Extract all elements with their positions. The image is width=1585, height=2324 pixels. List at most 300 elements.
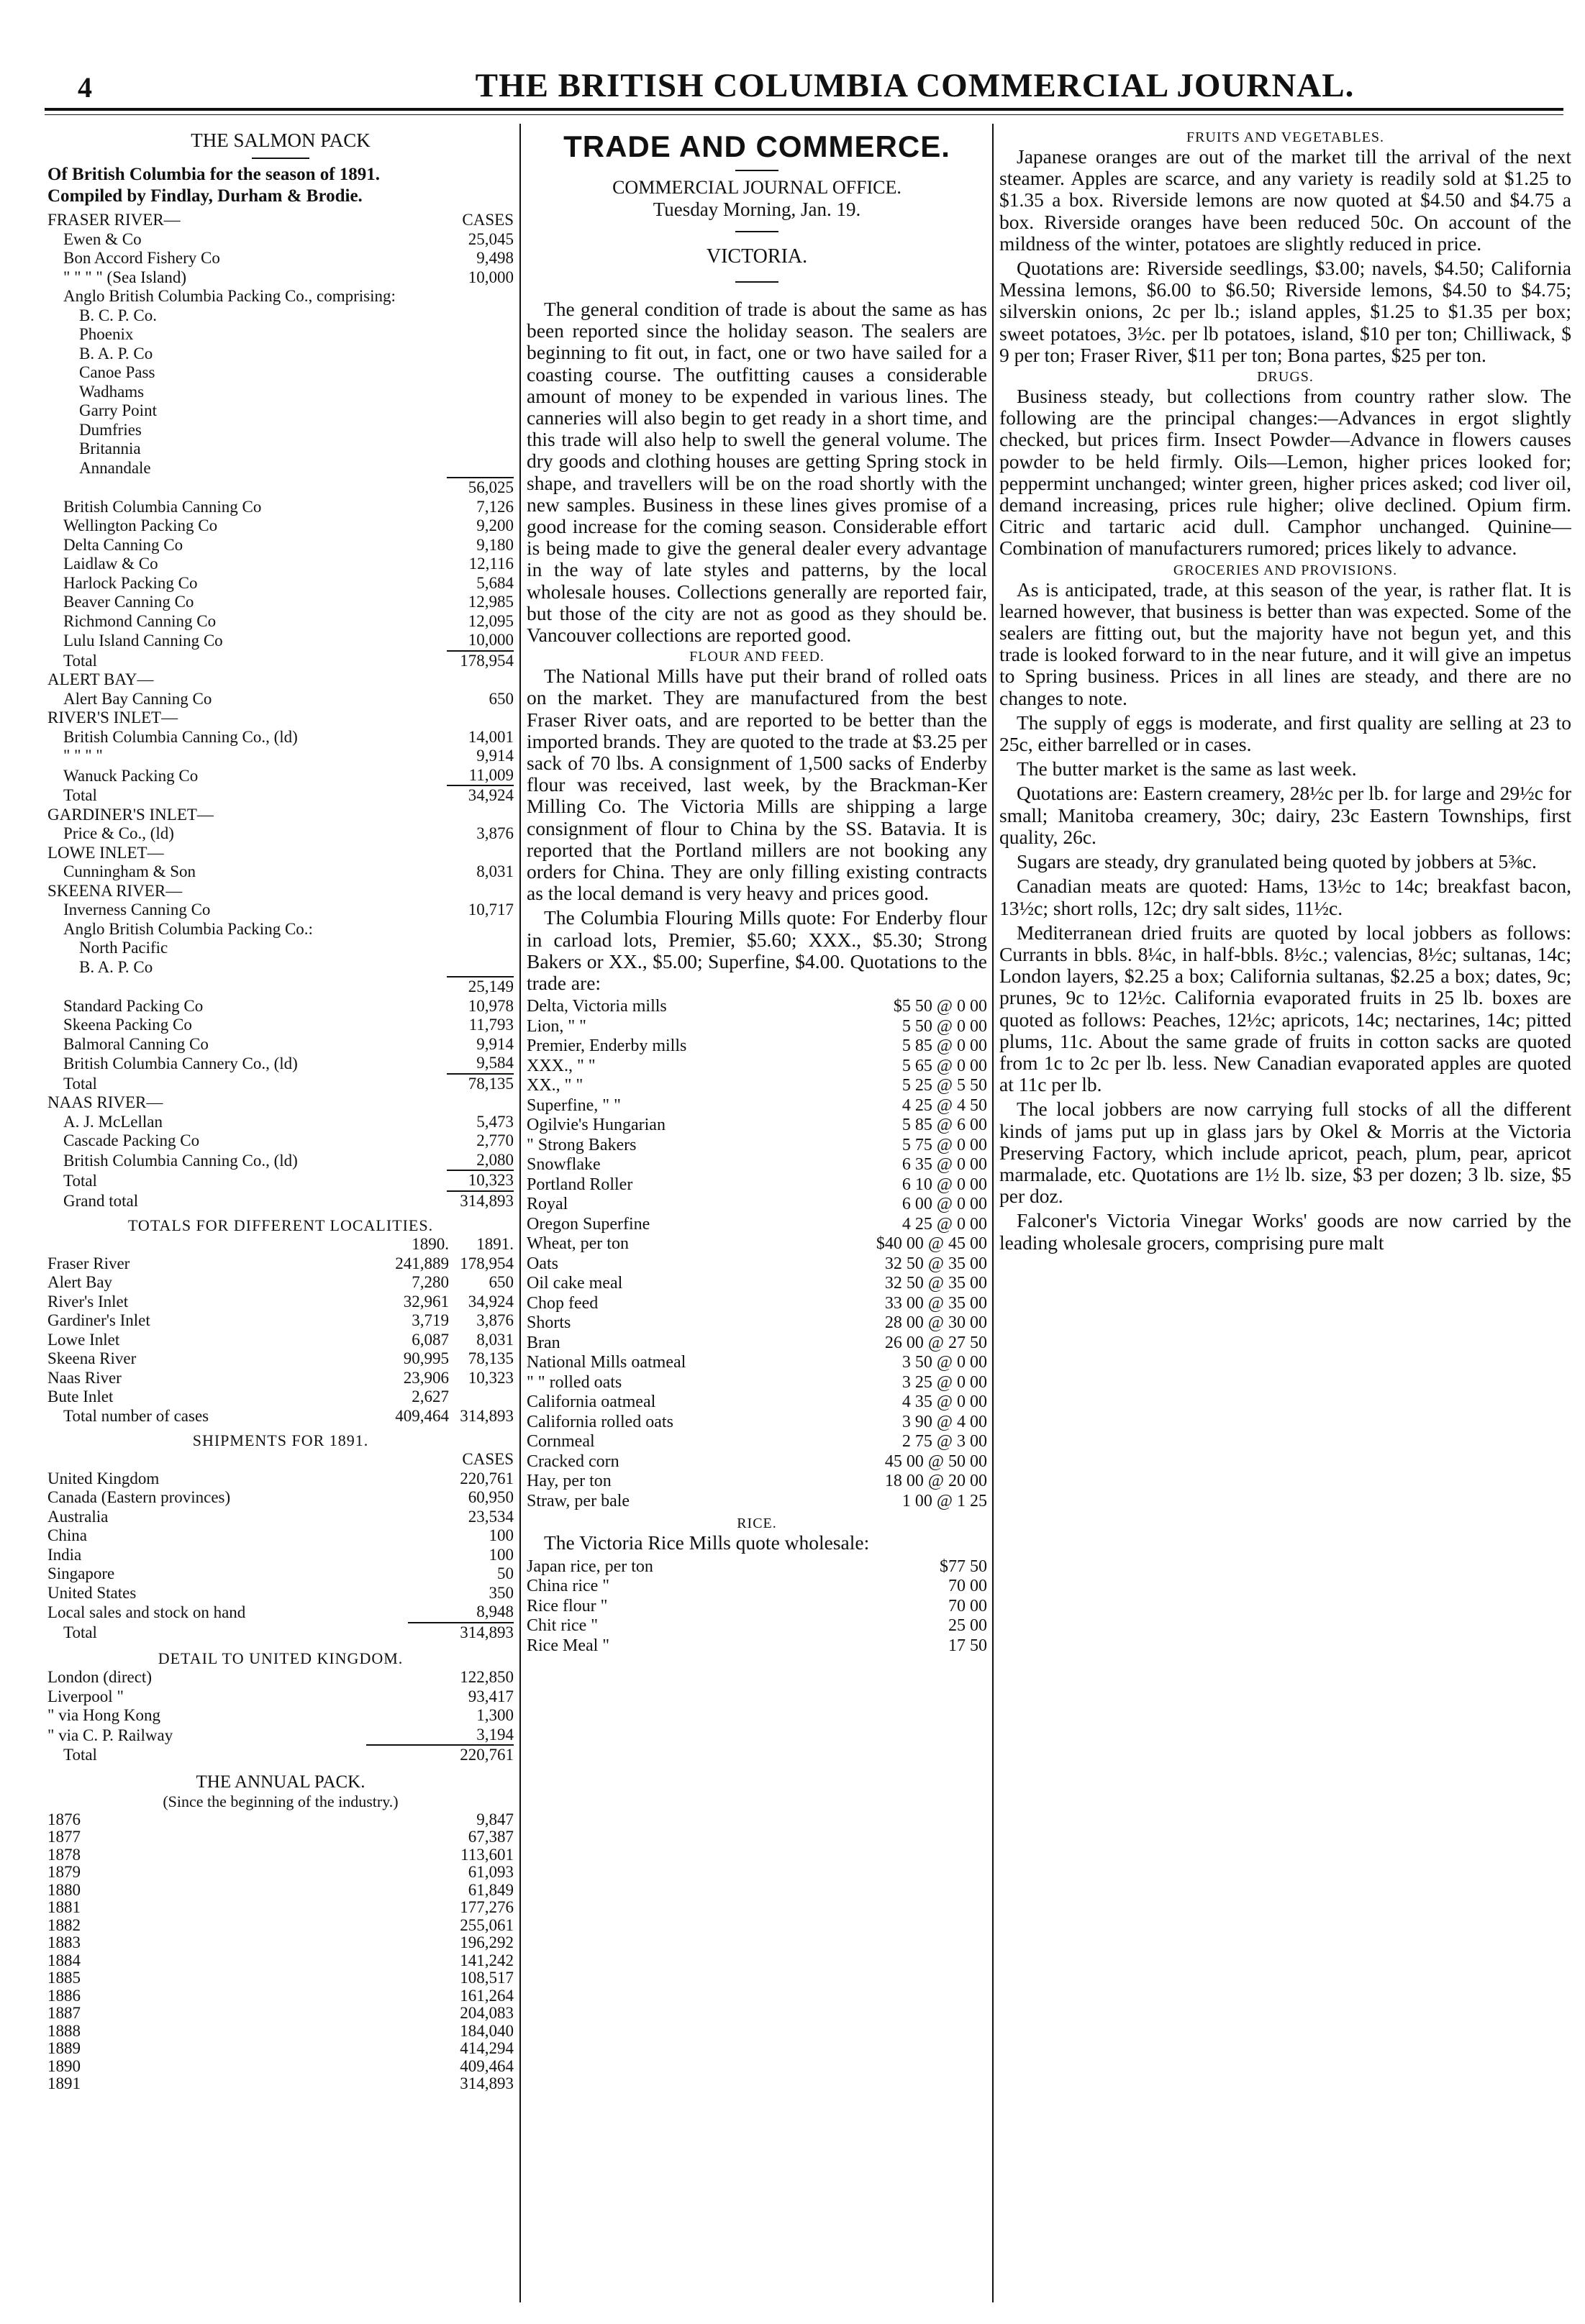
paragraph: Japanese oranges are out of the market till the arrival of the next steamer. Apples are scarce, and any variety is readily sold at $1.25 to $1.35 a box. Riverside lemons are now quoted at $4.50 and $4.75 a box. Riverside oranges have been reduced 50c. On account of the mildness of the winter, potatoes are slightly reduced in price. <box>999 145 1571 255</box>
price-value: 4 25 @ 4 50 <box>902 1095 987 1115</box>
table-row <box>47 1987 514 2005</box>
row-value <box>447 806 514 825</box>
table-row <box>47 306 514 326</box>
row-value <box>447 939 514 958</box>
salmon-table <box>47 211 514 1211</box>
row-label: River's Inlet <box>47 1292 129 1311</box>
table-row <box>47 287 514 306</box>
table-row <box>47 1934 514 1952</box>
row-value: 1890. <box>412 1235 449 1253</box>
paragraph: The Columbia Flouring Mills quote: For Enderby flour in carload lots, Premier, $5.60; XXX., $5.30; Strong Bakers or XX., $5.00; Superfine, $4.00. Quotations to the trade are: <box>527 906 987 995</box>
localities-heading: TOTALS FOR DIFFERENT LOCALITIES. <box>127 1216 434 1234</box>
price-value: 4 35 @ 0 00 <box>902 1393 987 1412</box>
price-row <box>527 1036 987 1057</box>
row-value: 3,194 <box>476 1725 514 1744</box>
row-value: 184,040 <box>460 2021 514 2040</box>
table-row <box>47 1035 514 1054</box>
row-value: 8,031 <box>476 862 514 880</box>
price-value: $5 50 @ 0 00 <box>893 997 987 1016</box>
price-item: Premier, Enderby mills <box>527 1036 687 1056</box>
row-value: 220,761 <box>366 1745 514 1765</box>
row-value: 10,717 <box>468 901 514 919</box>
price-value: 25 00 <box>948 1616 987 1635</box>
table-row <box>47 1293 514 1312</box>
price-row <box>527 1432 987 1452</box>
row-value: 61,849 <box>468 1880 514 1899</box>
row-value: 23,534 <box>468 1507 514 1526</box>
subsection-heading: DRUGS. <box>1257 369 1314 386</box>
row-value: 100 <box>489 1545 514 1564</box>
row-value: 25,149 <box>447 977 514 997</box>
row-value <box>447 670 514 690</box>
row-value: 10,000 <box>468 631 514 649</box>
row-label: Grand total <box>63 1191 139 1210</box>
table-row <box>47 824 514 844</box>
row-value <box>447 363 514 383</box>
divider <box>735 281 778 283</box>
page-number: 4 <box>78 71 92 104</box>
paragraph: Falconer's Victoria Vinegar Works' goods are now carried by the leading wholesale grocers, comprising pure malt <box>999 1209 1571 1254</box>
row-value: 12,116 <box>468 555 514 573</box>
row-value: 10,323 <box>447 1170 514 1191</box>
row-label: Bute Inlet <box>47 1387 114 1405</box>
row-value: 204,083 <box>460 2004 514 2022</box>
page-header <box>0 0 1585 108</box>
price-item: China rice " <box>527 1577 610 1595</box>
table-row <box>47 1917 514 1935</box>
price-value: 5 85 @ 6 00 <box>902 1116 987 1135</box>
paragraph: Quotations are: Riverside seedlings, $3.00; navels, $4.50; California Messina lemons, $6.00 to $6.50; Riverside lemons, $4.50 to $4.75; silverskin onions, 2c per lb.; island apples, $1.25 to $1.35 per box; sweet potatoes, 3½c. per lb potatoes, island, $10 per ton; Chilliwack, $ 9 per ton; Fraser River, $11 per ton; Bona partes, $25 per ton. <box>999 257 1571 366</box>
paragraph: Mediterranean dried fruits are quoted by local jobbers as follows: Currants in bbls. 8¼c, in half-bbls. 8½c.; valencias, 8½c; sultanas, 14c; London layers, $2.25 a box; California sultanas, $2.25 a box; dates, 9c; prunes, 9c to 12½c. California evaporated fruits in 25 lb. boxes are quoted as follows: Peaches, 12½c; apricots, 14c; nectarines, 14c; pitted plums, 11c. About the same grade of fruits in cotton sacks are quoted from 1c to 2c per lb. less. New Canadian evaporated apples are quoted at 11c per lb. <box>999 921 1571 1096</box>
row-label: 1890 <box>47 2056 81 2075</box>
column-markets <box>999 129 1571 2302</box>
row-value: 10,978 <box>468 996 514 1015</box>
row-label <box>47 1450 408 1469</box>
column-rule <box>992 124 994 2302</box>
price-row <box>527 1492 987 1512</box>
row-label: Anglo British Columbia Packing Co., comprising: <box>63 287 396 305</box>
table-row <box>47 1846 514 1864</box>
row-label: British Columbia Canning Co., (ld) <box>63 1151 298 1170</box>
region-heading <box>47 670 514 690</box>
dateline: Tuesday Morning, Jan. 19. <box>653 199 861 220</box>
rice-price-table <box>527 1557 987 1657</box>
table-row <box>47 785 514 806</box>
row-value: 650 <box>489 1273 514 1291</box>
price-row <box>527 1577 987 1597</box>
price-value: 26 00 @ 27 50 <box>884 1333 987 1352</box>
price-value: 33 00 @ 35 00 <box>884 1293 987 1313</box>
row-label: Lulu Island Canning Co <box>63 632 223 650</box>
region-heading <box>47 708 514 728</box>
row-label: Britannia <box>79 439 141 457</box>
price-item: Wheat, per ton <box>527 1234 629 1254</box>
price-row <box>527 1076 987 1096</box>
row-value: 7,126 <box>476 497 514 516</box>
row-value: 196,292 <box>460 1933 514 1951</box>
price-item: Chop feed <box>527 1293 599 1313</box>
row-label: Total <box>63 1623 97 1641</box>
shipments-table <box>47 1450 514 1642</box>
table-row <box>47 1828 514 1846</box>
table-row <box>47 1969 514 1987</box>
divider <box>252 158 309 159</box>
row-label: " " " " (Sea Island) <box>63 268 187 286</box>
price-value: 45 00 @ 50 00 <box>884 1452 987 1471</box>
row-label: Cunningham & Son <box>63 862 196 880</box>
table-row <box>47 1387 514 1407</box>
row-value <box>447 882 514 901</box>
price-row <box>527 997 987 1017</box>
row-label: Garry Point <box>79 401 157 419</box>
price-item: Lion, " " <box>527 1016 586 1036</box>
table-row <box>47 555 514 574</box>
row-value: 61,093 <box>468 1863 514 1881</box>
table-row <box>47 901 514 920</box>
price-value: 6 35 @ 0 00 <box>902 1155 987 1175</box>
price-item: Oil cake meal <box>527 1274 623 1293</box>
paragraph: Canadian meats are quoted: Hams, 13½c to 14c; breakfast bacon, 13½c; short rolls, 12c; dry salt sides, 11½c. <box>999 875 1571 919</box>
divider <box>735 231 778 232</box>
table-row <box>47 345 514 364</box>
row-value <box>447 459 514 478</box>
price-row <box>527 1175 987 1195</box>
table-row <box>47 1882 514 1900</box>
paragraph: The National Mills have put their brand of rolled oats on the market. They are manufactured from the best Fraser River oats, and are reported to be better than the imported brands. They are quoted to the trade at $3.25 per sack of 70 lbs. A consignment of 1,500 sacks of Enderby flour was received, last week, by the Brackman-Ker Milling Co. The Victoria Mills are shipping a large consignment of flour to China by the SS. Batavia. It is reported that the Portland millers are not booking any orders for China. They are only filling existing contracts as the local demand is very heavy and prices good. <box>527 665 987 905</box>
row-label: Wadhams <box>79 382 145 401</box>
row-label: Standard Packing Co <box>63 996 204 1015</box>
subsection-heading: RICE. <box>737 1516 777 1532</box>
masthead-title: THE BRITISH COLUMBIA COMMERCIAL JOURNAL. <box>475 67 1355 104</box>
price-value: 18 00 @ 20 00 <box>884 1472 987 1491</box>
price-row <box>527 1353 987 1373</box>
table-row <box>47 1131 514 1151</box>
table-row <box>47 1273 514 1293</box>
row-value: 6,087 <box>412 1330 449 1349</box>
price-item: Japan rice, per ton <box>527 1557 653 1576</box>
table-row <box>47 920 514 939</box>
section-title: THE SALMON PACK <box>191 129 371 151</box>
column-trade-commerce <box>527 129 987 2302</box>
row-label: Total <box>63 1746 97 1764</box>
row-label: North Pacific <box>79 939 168 957</box>
year-header-row <box>47 1235 514 1254</box>
subsection-heading: GROCERIES AND PROVISIONS. <box>1173 562 1398 578</box>
paragraph: The local jobbers are now carrying full stocks of all the different kinds of jams put up in glass jars by Okel & Morris at the Victoria Preserving Factory, which include apricot, peach, plum, pear, apricot marmalade, etc. Quotations are 1½ lb. size, $3 per dozen; 3 lb. size, $5 per doz. <box>999 1098 1571 1208</box>
row-label: Balmoral Canning Co <box>63 1034 209 1053</box>
table-row <box>47 939 514 958</box>
table-row <box>47 516 514 536</box>
row-value: 177,276 <box>460 1898 514 1916</box>
price-value: 70 00 <box>948 1577 987 1595</box>
subtitle: Compiled by Findlay, Durham & Brodie. <box>47 186 363 206</box>
price-item: Delta, Victoria mills <box>527 997 667 1016</box>
row-value: CASES <box>462 1450 514 1468</box>
table-row <box>47 383 514 402</box>
table-row <box>47 612 514 632</box>
row-label: " " " " <box>63 747 103 765</box>
row-value: 241,889 <box>395 1254 449 1272</box>
row-value: 78,135 <box>468 1349 514 1367</box>
price-row <box>527 1136 987 1156</box>
row-label: Local sales and stock on hand <box>47 1603 246 1621</box>
table-row <box>47 1488 514 1508</box>
row-value <box>447 421 514 440</box>
row-value: 9,584 <box>476 1054 514 1072</box>
row-value <box>447 345 514 364</box>
row-label: Ewen & Co <box>63 229 142 248</box>
table-row <box>47 1508 514 1527</box>
price-item: Snowflake <box>527 1155 601 1175</box>
table-row <box>47 958 514 978</box>
row-label: Australia <box>47 1507 109 1526</box>
table-row <box>47 439 514 459</box>
price-row <box>527 1373 987 1393</box>
row-value: 9,180 <box>476 535 514 554</box>
price-item: Hay, per ton <box>527 1472 612 1491</box>
table-row <box>47 690 514 709</box>
section-title: TRADE AND COMMERCE. <box>563 129 950 163</box>
row-label: RIVER'S INLET— <box>47 708 178 726</box>
price-value: 32 50 @ 35 00 <box>884 1254 987 1273</box>
table-row <box>47 1668 514 1687</box>
row-value: 414,294 <box>460 2039 514 2057</box>
table-row <box>47 1151 514 1171</box>
row-label: 1889 <box>47 2039 81 2057</box>
table-row <box>47 747 514 766</box>
row-label: Richmond Canning Co <box>63 611 217 630</box>
row-value <box>447 844 514 863</box>
row-value <box>447 401 514 421</box>
row-value: 178,954 <box>460 1254 514 1272</box>
price-item: National Mills oatmeal <box>527 1353 686 1372</box>
price-item: Chit rice " <box>527 1616 599 1635</box>
row-label: Singapore <box>47 1564 115 1582</box>
row-label: Gardiner's Inlet <box>47 1311 150 1329</box>
paragraph: The supply of eggs is moderate, and first quality are selling at 23 to 25c, either barrelled or in cases. <box>999 711 1571 756</box>
price-item: Cornmeal <box>527 1432 595 1452</box>
row-value: 5,473 <box>476 1112 514 1131</box>
row-value: 314,893 <box>460 2074 514 2092</box>
row-label: Total <box>63 1172 97 1190</box>
paragraph: As is anticipated, trade, at this season of the year, is rather flat. It is learned however, that business is better than was expected. Some of the sealers are fitting out, but the majority have not begun yet, and this trade is looked forward to in the near future, and it will give an impetus to Spring business. Prices in all lines are steady, and there are no changes to note. <box>999 578 1571 709</box>
row-value <box>447 439 514 459</box>
region-heading <box>47 844 514 863</box>
flour-price-table <box>527 997 987 1511</box>
row-value: 9,847 <box>476 1810 514 1828</box>
row-label: 1883 <box>47 1933 81 1951</box>
table-row <box>47 1584 514 1603</box>
price-row <box>527 1597 987 1617</box>
row-value: 255,061 <box>460 1915 514 1934</box>
table-row <box>47 1864 514 1882</box>
price-row <box>527 1413 987 1433</box>
row-label: Harlock Packing Co <box>63 573 198 592</box>
row-label: Annandale <box>79 458 151 477</box>
row-label: London (direct) <box>47 1668 152 1686</box>
table-row <box>47 1016 514 1035</box>
price-value: 5 25 @ 5 50 <box>902 1076 987 1095</box>
table-row <box>47 230 514 250</box>
table-row <box>47 1603 514 1623</box>
price-item: Portland Roller <box>527 1175 633 1194</box>
price-item: Cracked corn <box>527 1452 619 1471</box>
row-label: LOWE INLET— <box>47 843 164 862</box>
price-row <box>527 1215 987 1235</box>
row-label: 1888 <box>47 2021 81 2040</box>
price-item: Rice flour " <box>527 1596 608 1616</box>
row-label: 1878 <box>47 1845 81 1864</box>
table-row <box>47 1745 514 1765</box>
table-row <box>47 728 514 747</box>
table-row <box>47 1706 514 1726</box>
row-value: 108,517 <box>460 1969 514 1987</box>
subtitle: Of British Columbia for the season of 1891. <box>47 165 381 184</box>
annual-heading: THE ANNUAL PACK. <box>196 1772 365 1792</box>
row-value: 12,985 <box>468 593 514 611</box>
row-value: 10,323 <box>468 1368 514 1387</box>
table-row <box>47 1687 514 1707</box>
price-row <box>527 1557 987 1577</box>
paragraph: The Victoria Rice Mills quote wholesale: <box>544 1531 870 1554</box>
table-row <box>47 1564 514 1584</box>
localities-table <box>47 1235 514 1426</box>
table-row <box>47 997 514 1016</box>
grand-total-row <box>47 1191 514 1211</box>
row-value: 93,417 <box>468 1687 514 1705</box>
detail-heading: DETAIL TO UNITED KINGDOM. <box>158 1649 404 1667</box>
region-heading <box>47 211 514 230</box>
table-row <box>47 651 514 671</box>
row-value: 100 <box>489 1526 514 1544</box>
price-row <box>527 1155 987 1175</box>
row-value: 25,045 <box>468 229 514 248</box>
row-label: Alert Bay <box>47 1273 113 1291</box>
row-label: Lowe Inlet <box>47 1330 120 1349</box>
price-item: Superfine, " " <box>527 1095 621 1115</box>
price-row <box>527 1452 987 1472</box>
row-value: 113,601 <box>460 1845 514 1864</box>
table-row <box>47 1369 514 1388</box>
row-label: 1882 <box>47 1915 81 1934</box>
row-value: 314,893 <box>408 1623 514 1643</box>
row-label: Wellington Packing Co <box>63 516 218 534</box>
column-rule <box>519 124 521 2302</box>
row-label: British Columbia Cannery Co., (ld) <box>63 1054 298 1072</box>
row-label: 1887 <box>47 2004 81 2022</box>
table-row <box>47 1113 514 1132</box>
table-row <box>47 977 514 997</box>
city-heading: VICTORIA. <box>706 245 808 268</box>
row-label: British Columbia Canning Co., (ld) <box>63 727 298 746</box>
row-value: 11,793 <box>468 1016 514 1034</box>
row-value: 409,464 <box>460 2056 514 2075</box>
row-label: Laidlaw & Co <box>63 555 158 573</box>
row-label: Total <box>63 1074 97 1093</box>
header-rule <box>45 108 1563 111</box>
price-item: Straw, per bale <box>527 1491 630 1510</box>
row-label: India <box>47 1545 82 1564</box>
price-row <box>527 1057 987 1077</box>
price-item: California oatmeal <box>527 1393 656 1412</box>
row-value <box>447 306 514 326</box>
table-row <box>47 1526 514 1546</box>
row-label: Total <box>63 786 97 804</box>
table-row <box>47 249 514 268</box>
row-value: 23,906 <box>403 1368 449 1387</box>
price-item: Shorts <box>527 1313 571 1333</box>
row-value <box>447 958 514 978</box>
row-value: 314,893 <box>460 1406 514 1425</box>
row-label: Canada (Eastern provinces) <box>47 1488 231 1506</box>
row-value: 34,924 <box>468 1292 514 1311</box>
row-value: 11,009 <box>468 765 514 784</box>
price-item: Ogilvie's Hungarian <box>527 1116 666 1135</box>
row-value: 8,948 <box>476 1603 514 1621</box>
price-item: Oats <box>527 1254 558 1273</box>
row-value: 350 <box>489 1583 514 1602</box>
table-row <box>47 363 514 383</box>
table-row <box>47 401 514 421</box>
row-label: British Columbia Canning Co <box>63 497 262 516</box>
region-heading <box>47 882 514 901</box>
row-value <box>447 1093 514 1113</box>
row-value: 3,719 <box>412 1311 449 1329</box>
price-row <box>527 1334 987 1354</box>
row-label: B. A. P. Co <box>79 344 153 363</box>
price-row <box>527 1096 987 1116</box>
row-label: " via C. P. Railway <box>47 1726 173 1744</box>
table-row <box>47 2075 514 2093</box>
table-row <box>47 421 514 440</box>
row-value: 122,850 <box>460 1668 514 1686</box>
table-row <box>47 1469 514 1489</box>
row-value: 2,080 <box>476 1150 514 1169</box>
row-label: Delta Canning Co <box>63 535 183 554</box>
paragraph: The general condition of trade is about the same as has been reported since the holiday season. The sealers are beginning to fit out, in fact, one or two have sailed for a coasting course. The outfitting causes a considerable amount of money to be expended in various lines. The canneries will also begin to get ready in a short time, and this trade will also help to swell the general volume. The dry goods and clothing houses are getting Spring stock in shape, and travellers will be on the road shortly with the new samples. Business in these lines gives promise of a good increase for the coming season. Considerable effort is being made to give the general dealer every advantage in the way of late styles and patterns, by the local wholesale houses. Collections generally are reported fair, but those of the city are not as good as they should be. Vancouver collections are reported good. <box>527 298 987 647</box>
row-label: Wanuck Packing Co <box>63 766 199 785</box>
table-row <box>47 325 514 345</box>
price-row <box>527 1274 987 1294</box>
table-row <box>47 1899 514 1917</box>
row-label: China <box>47 1526 87 1544</box>
row-label: 1881 <box>47 1898 81 1916</box>
table-row <box>47 2058 514 2076</box>
table-row <box>47 2023 514 2041</box>
annual-subheading: (Since the beginning of the industry.) <box>163 1792 399 1810</box>
row-label: Liverpool " <box>47 1687 124 1705</box>
row-value: 161,264 <box>460 1986 514 2005</box>
price-row <box>527 1636 987 1657</box>
subsection-heading: FRUITS AND VEGETABLES. <box>1186 129 1385 145</box>
row-label: Canoe Pass <box>79 363 155 381</box>
table-row <box>47 1407 514 1426</box>
price-row <box>527 1313 987 1334</box>
row-label: Total number of cases <box>63 1406 209 1425</box>
price-row <box>527 1116 987 1136</box>
column-salmon-pack <box>47 129 514 2302</box>
table-row <box>47 1311 514 1331</box>
row-label: United Kingdom <box>47 1469 160 1487</box>
price-value: $77 50 <box>940 1557 987 1576</box>
row-label: Beaver Canning Co <box>63 593 194 611</box>
row-value <box>447 287 514 306</box>
row-value: 8,031 <box>476 1330 514 1349</box>
table-row <box>47 631 514 651</box>
row-value: 67,387 <box>468 1828 514 1846</box>
row-label: GARDINER'S INLET— <box>47 805 214 824</box>
row-value: 5,684 <box>476 573 514 592</box>
